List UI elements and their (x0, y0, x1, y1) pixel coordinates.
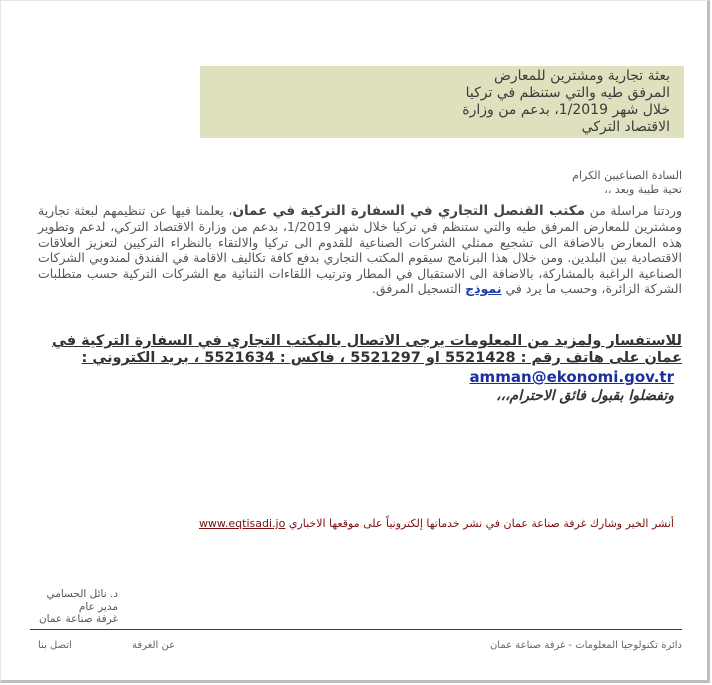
signature-block (39, 588, 118, 626)
body-intro: وردتنا مراسلة من (589, 203, 682, 218)
footer-divider (30, 629, 682, 630)
body-after-link: التسجيل المرفق. (371, 281, 462, 297)
letter-body (38, 203, 682, 296)
closing-line: وتفضلوا بقبول فائق الاحترام،،، (496, 388, 674, 404)
news-site-link[interactable]: www.eqtisadi.jo (198, 517, 286, 530)
signature-title: مدير عام (78, 600, 118, 613)
signature-name: د. نائل الحسامي (46, 588, 118, 600)
salutation (572, 169, 682, 197)
registration-form-link[interactable]: نموذج (465, 281, 502, 297)
footer-promo (148, 517, 674, 530)
footer-promo-text: أنشر الخير وشارك غرفة صناعة عمان في نشر خدماتها إلكترونياً على موقعها الاخباري (288, 517, 674, 530)
subject-line-1: بعثة تجارية ومشترين للمعارض (493, 68, 670, 84)
subject-box (200, 66, 684, 138)
salutation-line-2: تحية طيبة وبعد ،، (604, 183, 682, 196)
subject-line-4: الاقتصاد التركي (581, 119, 670, 135)
signature-org: غرفة صناعة عمان (38, 613, 118, 625)
email-link[interactable]: amman@ekonomi.gov.tr (469, 368, 674, 386)
footer-department: دائرة تكنولوجيا المعلومات - غرفة صناعة عمان (489, 640, 682, 651)
contact-info: للاستفسار ولمزيد من المعلومات يرجى الاتصال بالمكتب التجاري في السفارة التركية في عمان على هاتف رقم : 5521428 او 5521297 ، فاكس : 5521634 ، بريد الكتروني : (51, 333, 682, 366)
body-sender: مكتب القنصل التجاري في السفارة التركية في عمان (232, 203, 585, 219)
subject-line-2: المرفق طيه والتي ستنظم في تركيا (465, 85, 670, 101)
salutation-line-1: السادة الصناعيين الكرام (572, 169, 682, 182)
subject-line-3: خلال شهر 1/2019، بدعم من وزارة (462, 102, 670, 118)
about-chamber-link[interactable]: عن الغرفة (132, 640, 176, 651)
body-main: ، يعلمنا فيها عن تنظيمهم لبعثة تجارية ومشترين للمعارض المرفق طيه والتي ستنظم في تركيا خلال شهر 1/2019، بدعم من وزارة الاقتصاد التركي، لدعم وتطوير هذه المعارض بالاضافة الى تشجيع ممثلي الشركات الصناعية للقدوم الى تركيا والالتقاء بالنظراء التركيين لتعزيز العلاقات الاقتصادية بين البلدين. ومن خلال هذا البرنامج سيقوم المكتب التجاري بدفع كافة تكاليف الاقامة في الفندق لمندوبي الشركات الصناعية الراغبة بالمشاركة، بالاضافة الى الاستقبال في المطار وترتيب اللقاءات الثنائية مع الشركات التركية حسب متطلبات الشركة الزائرة، وحسب ما يرد في (38, 203, 682, 297)
contact-us-link[interactable]: اتصل بنا (38, 640, 72, 651)
